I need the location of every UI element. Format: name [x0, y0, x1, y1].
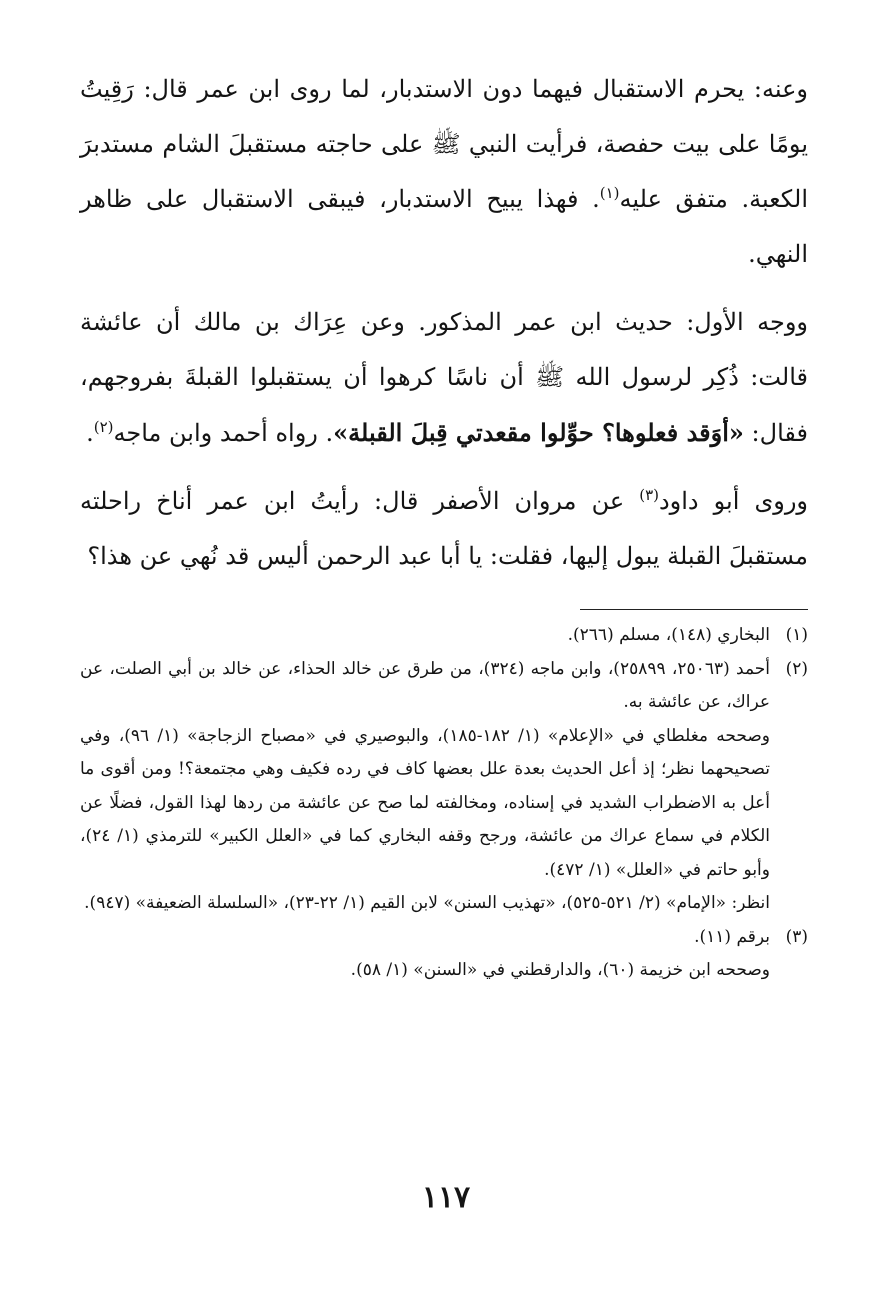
footnote-separator: [580, 609, 808, 610]
footnote-ref-1[interactable]: (١): [599, 184, 620, 202]
paragraph-2-text-a: ووجه الأول: حديث ابن عمر المذكور. وعن عِرَاك بن مالك أن عائشة قالت: ذُكِر لرسول الله ﷺ أن ناسًا كرهوا أن يستقبلوا القبلةَ بفروجهم، فقال:: [80, 308, 808, 447]
footnote-2-text: أحمد (٢٥٠٦٣، ٢٥٨٩٩)، وابن ماجه (٣٢٤)، من طرق عن خالد الحذاء، عن خالد بن أبي الصلت، عن عراك، عن عائشة به.: [80, 658, 771, 712]
footnote-1: [80, 619, 808, 653]
footnote-2-number: (٢): [785, 658, 808, 679]
paragraph-1: [80, 62, 808, 282]
footnote-2-paragraph-2: وصححه مغلطاي في «الإعلام» (١/ ١٨٢-١٨٥)، والبوصيري في «مصباح الزجاجة» (١/ ٩٦)، وفي تصحيحهما نظر؛ إذ أعل الحديث بعدة علل بعضها كاف في رده فكيف وهي مجتمعة؟! ومن أقوى ما أعل به الاضطراب الشديد في إسناده، ومخالفته لما صح عن عائشة من ردها لهذا القول، فضلًا عن الكلام في سماع عراك من عائشة، ورجح وقفه البخاري كما في «العلل الكبير» للترمذي (١/ ٢٤)، وأبو حاتم في «العلل» (١/ ٤٧٢).: [80, 725, 770, 880]
footnote-ref-3[interactable]: (٣): [639, 486, 659, 504]
paragraph-3: [80, 474, 808, 584]
paragraph-2-text-b: . رواه أحمد وابن ماجه: [113, 419, 334, 447]
hadith-quote: «أوَقد فعلوها؟ حوِّلوا مقعدتي قِبلَ القبلة»: [333, 418, 744, 447]
footnote-ref-2[interactable]: (٢): [93, 418, 114, 436]
footnote-3-paragraph-2: وصححه ابن خزيمة (٦٠)، والدارقطني في «السنن» (١/ ٥٨).: [350, 960, 770, 980]
paragraph-1-text-b: . فهذا يبيح الاستدبار، فيبقى الاستقبال على ظاهر النهي.: [80, 185, 808, 268]
footnote-2: [80, 653, 808, 720]
main-text: [80, 62, 808, 597]
footnote-3-text: برقم (١١).: [694, 926, 770, 947]
paragraph-1-text-a: وعنه: يحرم الاستقبال فيهما دون الاستدبار، لما روى ابن عمر قال: رَقِيتُ يومًا على بيت حفصة، فرأيت النبي ﷺ على حاجته مستقبلَ الشام مستدبرَ الكعبة. متفق عليه: [80, 75, 808, 213]
footnote-3-number: (٣): [785, 926, 808, 947]
footnote-1-number: (١): [785, 625, 808, 645]
footnote-1-text: البخاري (١٤٨)، مسلم (٢٦٦).: [567, 625, 770, 645]
paragraph-3-text-a: وروى أبو داود: [658, 487, 808, 515]
page-number: ١١٧: [421, 1180, 471, 1215]
footnote-2-paragraph-3: انظر: «الإمام» (٢/ ٥٢١-٥٢٥)، «تهذيب السنن» لابن القيم (١/ ٢٢-٢٣)، «السلسلة الضعيفة» (٩٤٧).: [84, 893, 770, 913]
paragraph-2-text-c: .: [86, 419, 94, 447]
paragraph-2: [80, 295, 808, 461]
paragraph-3-text-b: عن مروان الأصفر قال: رأيتُ ابن عمر أناخ راحلته مستقبلَ القبلة يبول إليها، فقلت: يا أبا عبد الرحمن أليس قد نُهي عن هذا؟: [80, 487, 808, 570]
footnote-3: [80, 921, 808, 955]
footnotes-section: [80, 619, 808, 988]
